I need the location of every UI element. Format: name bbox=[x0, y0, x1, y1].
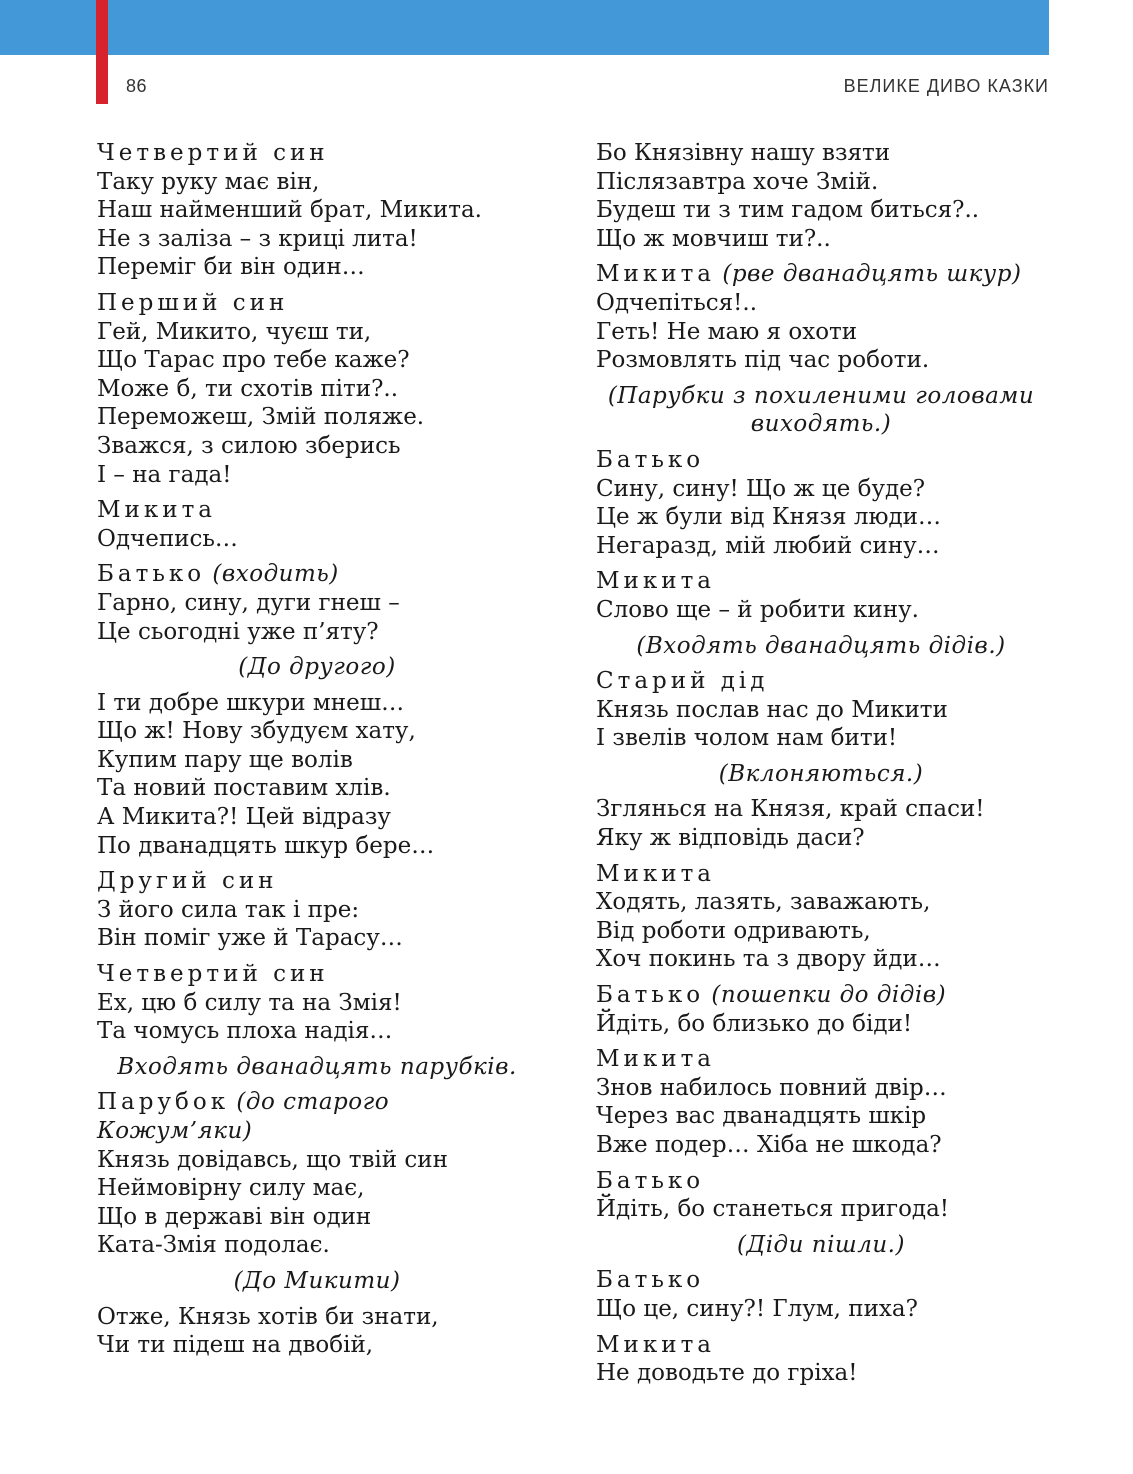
verse-line: Не з заліза – з криці лита! bbox=[97, 225, 418, 252]
dialogue-block bbox=[97, 139, 537, 282]
verse-line: Розмовлять під час роботи. bbox=[596, 347, 930, 374]
verse-line: І звелів чолом нам бити! bbox=[596, 725, 898, 752]
verse-line: Будеш ти з тим гадом биться?.. bbox=[596, 197, 980, 224]
dialogue-block bbox=[97, 1303, 537, 1360]
verse-line: Не доводьте до гріха! bbox=[596, 1360, 858, 1387]
speaker-name: Микита bbox=[596, 1046, 716, 1073]
verse-line: Післязавтра хоче Змій. bbox=[596, 168, 879, 195]
verse-line: Отже, Князь хотів би знати, bbox=[97, 1303, 439, 1330]
verse-line: Яку ж відповідь даси? bbox=[596, 825, 865, 852]
dialogue-block bbox=[596, 139, 1046, 253]
verse-line: Ката-Змія подолає. bbox=[97, 1232, 330, 1259]
verse-line: Князь довідавсь, що твій син bbox=[97, 1146, 448, 1173]
stage-direction: (До другого) bbox=[238, 654, 396, 681]
verse-line: Від роботи одривають, bbox=[596, 917, 871, 944]
verse-line: Йдіть, бо станеться пригода! bbox=[596, 1196, 950, 1223]
verse-line: Переміг би він один… bbox=[97, 254, 365, 281]
stage-direction: (Парубки з похиленими головами виходять.) bbox=[607, 382, 1035, 438]
speaker-heading bbox=[596, 260, 1046, 289]
dialogue-block bbox=[97, 289, 537, 489]
verse-line: А Микита?! Цей відразу bbox=[97, 804, 391, 831]
dialogue-block bbox=[596, 260, 1046, 374]
verse-line: Наш найменший брат, Микита. bbox=[97, 197, 482, 224]
speaker-name: Старий дід bbox=[596, 668, 769, 695]
speaker-heading bbox=[97, 1088, 537, 1145]
speaker-name: Четвертий син bbox=[97, 961, 329, 988]
stage-direction-inline: (до старого Кожум’яки) bbox=[97, 1089, 390, 1144]
verse-line: Геть! Не маю я охоти bbox=[596, 318, 858, 345]
right-column bbox=[596, 139, 1046, 1395]
verse-line: Це сьогодні уже п’яту? bbox=[97, 618, 379, 645]
dialogue-block bbox=[97, 496, 537, 553]
verse-line: З його сила так і пре: bbox=[97, 896, 360, 923]
chapter-accent-bar bbox=[96, 0, 108, 104]
speaker-heading bbox=[596, 981, 1046, 1010]
verse-line: Та чомусь плоха надія… bbox=[97, 1018, 393, 1045]
left-column bbox=[97, 139, 537, 1367]
stage-direction: Входять дванадцять парубків. bbox=[117, 1053, 517, 1080]
verse-line: Слово ще – й робити кину. bbox=[596, 596, 919, 623]
verse-line: По дванадцять шкур бере… bbox=[97, 832, 435, 859]
verse-line: Бо Князівну нашу взяти bbox=[596, 140, 891, 166]
verse-line: Йдіть, бо близько до біди! bbox=[596, 1010, 913, 1037]
speaker-name: Батько bbox=[596, 1167, 705, 1194]
verse-line: Зглянься на Князя, край спаси! bbox=[596, 796, 985, 823]
dialogue-block bbox=[97, 960, 537, 1046]
header-color-band bbox=[0, 0, 1049, 55]
stage-direction: (До Микити) bbox=[233, 1267, 401, 1294]
verse-line: Одчепіться!.. bbox=[596, 289, 758, 316]
verse-line: Це ж були від Князя люди… bbox=[596, 504, 941, 531]
verse-line: Гарно, сину, дуги гнеш – bbox=[97, 589, 400, 616]
speaker-name: Другий син bbox=[97, 868, 278, 895]
speaker-name: Микита bbox=[596, 1331, 716, 1358]
verse-line: Хоч покинь та з двору йди… bbox=[596, 946, 941, 973]
speaker-name: Батько bbox=[596, 446, 705, 473]
dialogue-block bbox=[596, 667, 1046, 753]
stage-direction-inline: (входить) bbox=[212, 561, 339, 588]
verse-line: Гей, Микито, чуєш ти, bbox=[97, 318, 372, 345]
dialogue-block bbox=[596, 1266, 1046, 1323]
dialogue-block bbox=[596, 1331, 1046, 1388]
verse-line: Що Тарас про тебе каже? bbox=[97, 347, 410, 374]
verse-line: Що в державі він один bbox=[97, 1203, 372, 1230]
speaker-name: Батько bbox=[97, 561, 206, 588]
verse-line: Сину, сину! Що ж це буде? bbox=[596, 475, 926, 502]
dialogue-block bbox=[97, 560, 537, 646]
verse-line: Що ж мовчиш ти?.. bbox=[596, 225, 831, 252]
stage-direction: (Вклоняються.) bbox=[718, 760, 924, 787]
verse-line: І ти добре шкури мнеш… bbox=[97, 689, 405, 716]
dialogue-block bbox=[596, 795, 1046, 852]
dialogue-block bbox=[596, 1045, 1046, 1159]
dialogue-block bbox=[596, 446, 1046, 560]
verse-line: Ходять, лазять, заважають, bbox=[596, 889, 931, 916]
speaker-name: Микита bbox=[596, 261, 716, 288]
verse-line: Вже подер… Хіба не шкода? bbox=[596, 1132, 942, 1158]
verse-line: Купим пару ще волів bbox=[97, 746, 353, 773]
verse-line: Ех, цю б силу та на Змія! bbox=[97, 989, 402, 1016]
verse-line: Неймовірну силу має, bbox=[97, 1175, 365, 1202]
verse-line: Через вас дванадцять шкір bbox=[596, 1103, 927, 1130]
verse-line: Знов набилось повний двір… bbox=[596, 1074, 947, 1101]
speaker-name: Микита bbox=[596, 860, 716, 887]
page-number: 86 bbox=[126, 76, 148, 96]
verse-line: Що ж! Нову збудуєм хату, bbox=[97, 718, 416, 745]
speaker-name: Перший син bbox=[97, 289, 289, 316]
speaker-heading bbox=[97, 560, 537, 589]
speaker-name: Батько bbox=[596, 1267, 705, 1294]
speaker-name: Батько bbox=[596, 982, 705, 1009]
dialogue-block bbox=[596, 981, 1046, 1038]
verse-line: Зважся, з силою зберись bbox=[97, 432, 401, 459]
dialogue-block bbox=[97, 867, 537, 953]
verse-line: Таку руку має він, bbox=[97, 168, 320, 195]
verse-line: Може б, ти схотів піти?.. bbox=[97, 375, 399, 402]
dialogue-block bbox=[596, 1167, 1046, 1224]
speaker-name: Микита bbox=[596, 568, 716, 595]
verse-line: Що це, сину?! Глум, пиха? bbox=[596, 1295, 918, 1322]
verse-line: Чи ти підеш на двобій, bbox=[97, 1332, 374, 1359]
verse-line: Переможеш, Змій поляже. bbox=[97, 404, 425, 431]
stage-direction-inline: (пошепки до дідів) bbox=[711, 982, 947, 1009]
verse-line: Та новий поставим хлів. bbox=[97, 775, 391, 802]
running-title: ВЕЛИКЕ ДИВО КАЗКИ bbox=[843, 76, 1049, 96]
verse-line: Він поміг уже й Тарасу… bbox=[97, 925, 403, 952]
verse-line: Одчепись… bbox=[97, 525, 238, 552]
dialogue-block bbox=[596, 860, 1046, 974]
dialogue-block bbox=[596, 567, 1046, 624]
verse-line: І – на гада! bbox=[97, 461, 232, 488]
speaker-name: Четвертий син bbox=[97, 140, 329, 166]
stage-direction-inline: (рве дванадцять шкур) bbox=[722, 261, 1022, 288]
speaker-name: Микита bbox=[97, 497, 217, 524]
stage-direction: (Діди пішли.) bbox=[737, 1231, 905, 1258]
dialogue-block bbox=[97, 689, 537, 861]
speaker-name: Парубок bbox=[97, 1089, 230, 1116]
verse-line: Негаразд, мій любий сину… bbox=[596, 532, 940, 559]
dialogue-block bbox=[97, 1088, 537, 1260]
stage-direction: (Входять дванадцять дідів.) bbox=[636, 632, 1006, 659]
verse-line: Князь послав нас до Микити bbox=[596, 696, 948, 723]
